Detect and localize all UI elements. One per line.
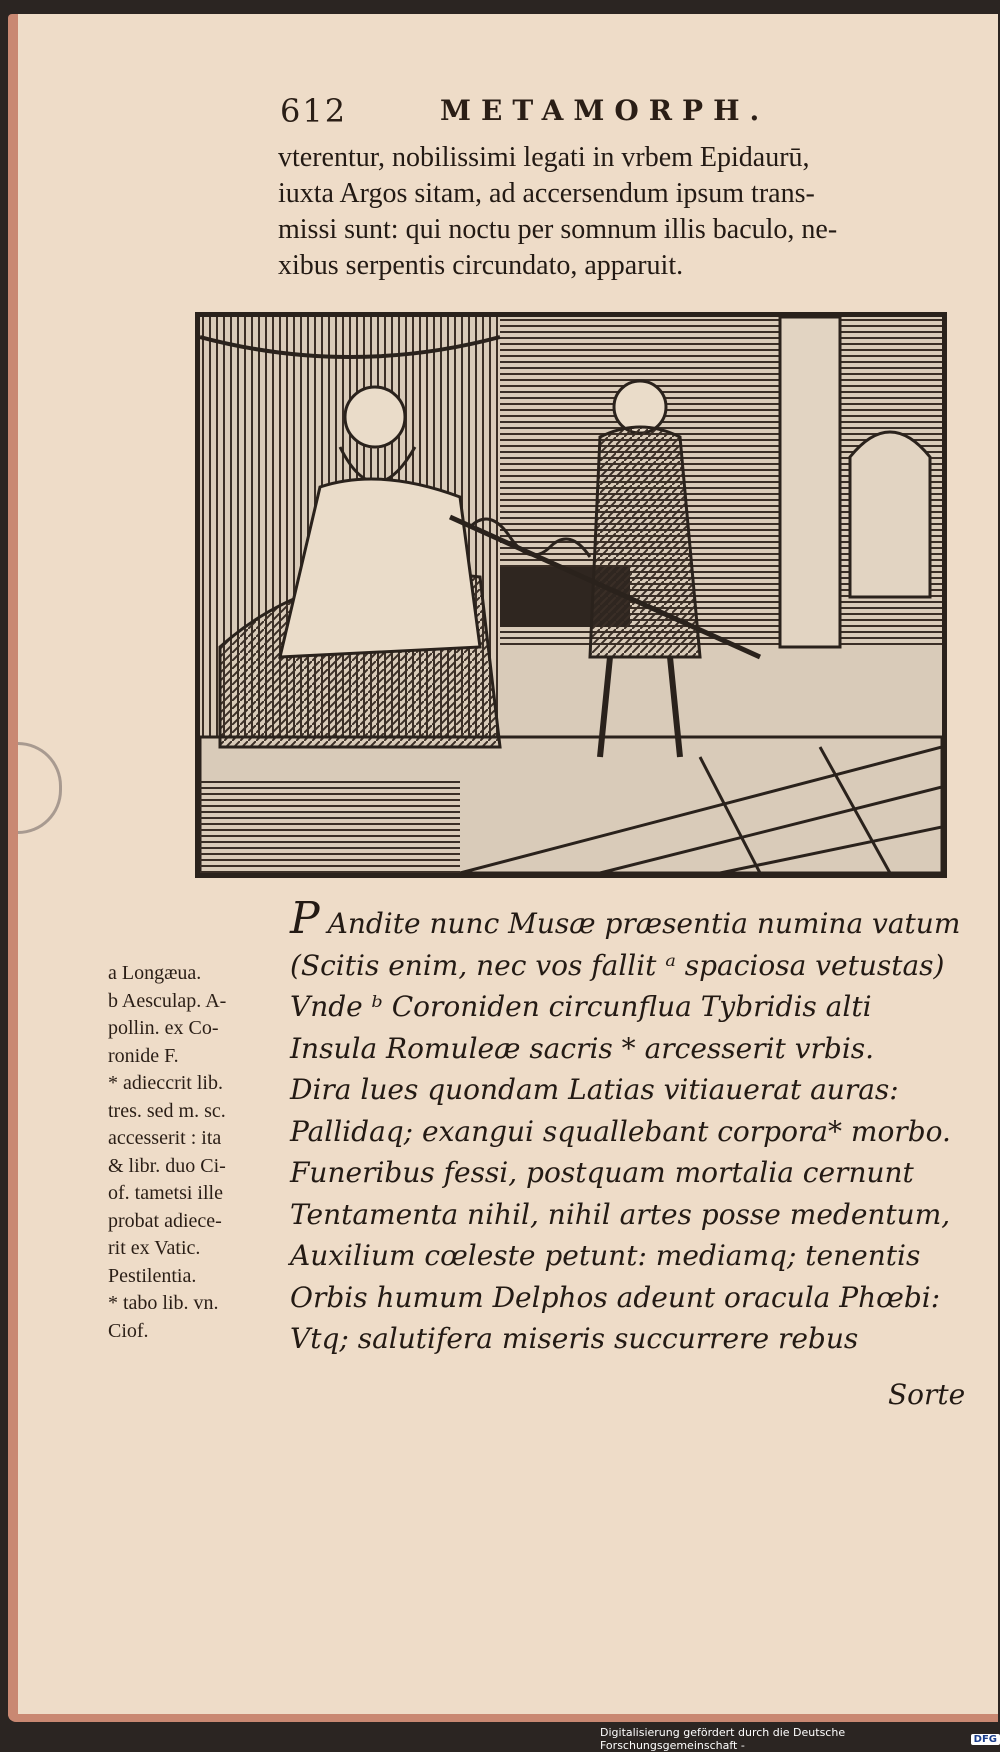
running-title: METAMORPH.: [440, 94, 770, 127]
verse-line: [290, 893, 970, 945]
catchword: Sorte: [888, 1378, 966, 1411]
margin-note: b Aesculap. A-: [108, 989, 227, 1012]
verse-line: Pallidaq; exangui squallebant corpora* morbo.: [290, 1114, 951, 1148]
verse-line: Tentamenta nihil, nihil artes posse medentum,: [290, 1197, 951, 1231]
prose-line: iuxta Argos sitam, ad accersendum ipsum trans-: [278, 178, 815, 209]
prose-paragraph: [278, 140, 948, 284]
digitization-footer: [600, 1728, 1000, 1750]
margin-note: Pestilentia.: [108, 1264, 197, 1287]
margin-note: Ciof.: [108, 1319, 149, 1342]
margin-note: * adieccrit lib.: [108, 1072, 223, 1094]
prose-line: missi sunt: qui noctu per somnum illis baculo, ne-: [278, 214, 838, 245]
margin-note: accesserit : ita: [108, 1127, 222, 1149]
footer-credit: Digitalisierung gefördert durch die Deutsche Forschungsgemeinschaft -: [600, 1726, 846, 1752]
verse-line: Orbis humum Delphos adeunt oracula Phœbi:: [290, 1280, 941, 1314]
verse-line: Vtq; salutifera miseris succurrere rebus: [290, 1322, 859, 1355]
margin-notes: [108, 960, 286, 1345]
margin-note: of. tametsi ille: [108, 1182, 223, 1204]
prose-line: vterentur, nobilissimi legati in vrbem Epidaurū,: [278, 142, 810, 173]
verse-block: [290, 893, 970, 1360]
woodcut-illustration: [195, 312, 947, 878]
verse-line: Dira lues quondam Latias vitiauerat auras:: [290, 1073, 899, 1106]
margin-note: pollin. ex Co-: [108, 1017, 219, 1039]
dfg-logo: DFG: [971, 1734, 1000, 1745]
margin-note: * tabo lib. vn.: [108, 1292, 219, 1314]
woodcut-illustration-icon: [200, 317, 942, 873]
page-clip: [18, 742, 62, 834]
verse-line: Funeribus fessi, postquam mortalia cernunt: [290, 1156, 914, 1189]
page-number: 612: [280, 92, 348, 130]
margin-note: rit ex Vatic.: [108, 1237, 201, 1259]
verse-line: Vnde ᵇ Coroniden circunflua Tybridis alti: [290, 990, 872, 1023]
margin-note: a Longæua.: [108, 962, 202, 984]
margin-note: probat adiece-: [108, 1209, 222, 1232]
margin-note: tres. sed m. sc.: [108, 1099, 226, 1122]
verse-line: Auxilium cœleste petunt: mediamq; tenentis: [290, 1239, 921, 1272]
margin-note: ronide F.: [108, 1044, 179, 1067]
prose-line: xibus serpentis circundato, apparuit.: [278, 250, 684, 281]
verse-first-line: Andite nunc Musæ præsentia numina vatum: [327, 907, 961, 940]
verse-line: Insula Romuleæ sacris * arcesserit vrbis.: [290, 1031, 875, 1065]
margin-note: & libr. duo Ci-: [108, 1154, 226, 1177]
verse-line: (Scitis enim, nec vos fallit ᵃ spaciosa vetustas): [290, 948, 945, 982]
drop-cap: P: [290, 893, 320, 944]
page-header: [280, 92, 900, 132]
